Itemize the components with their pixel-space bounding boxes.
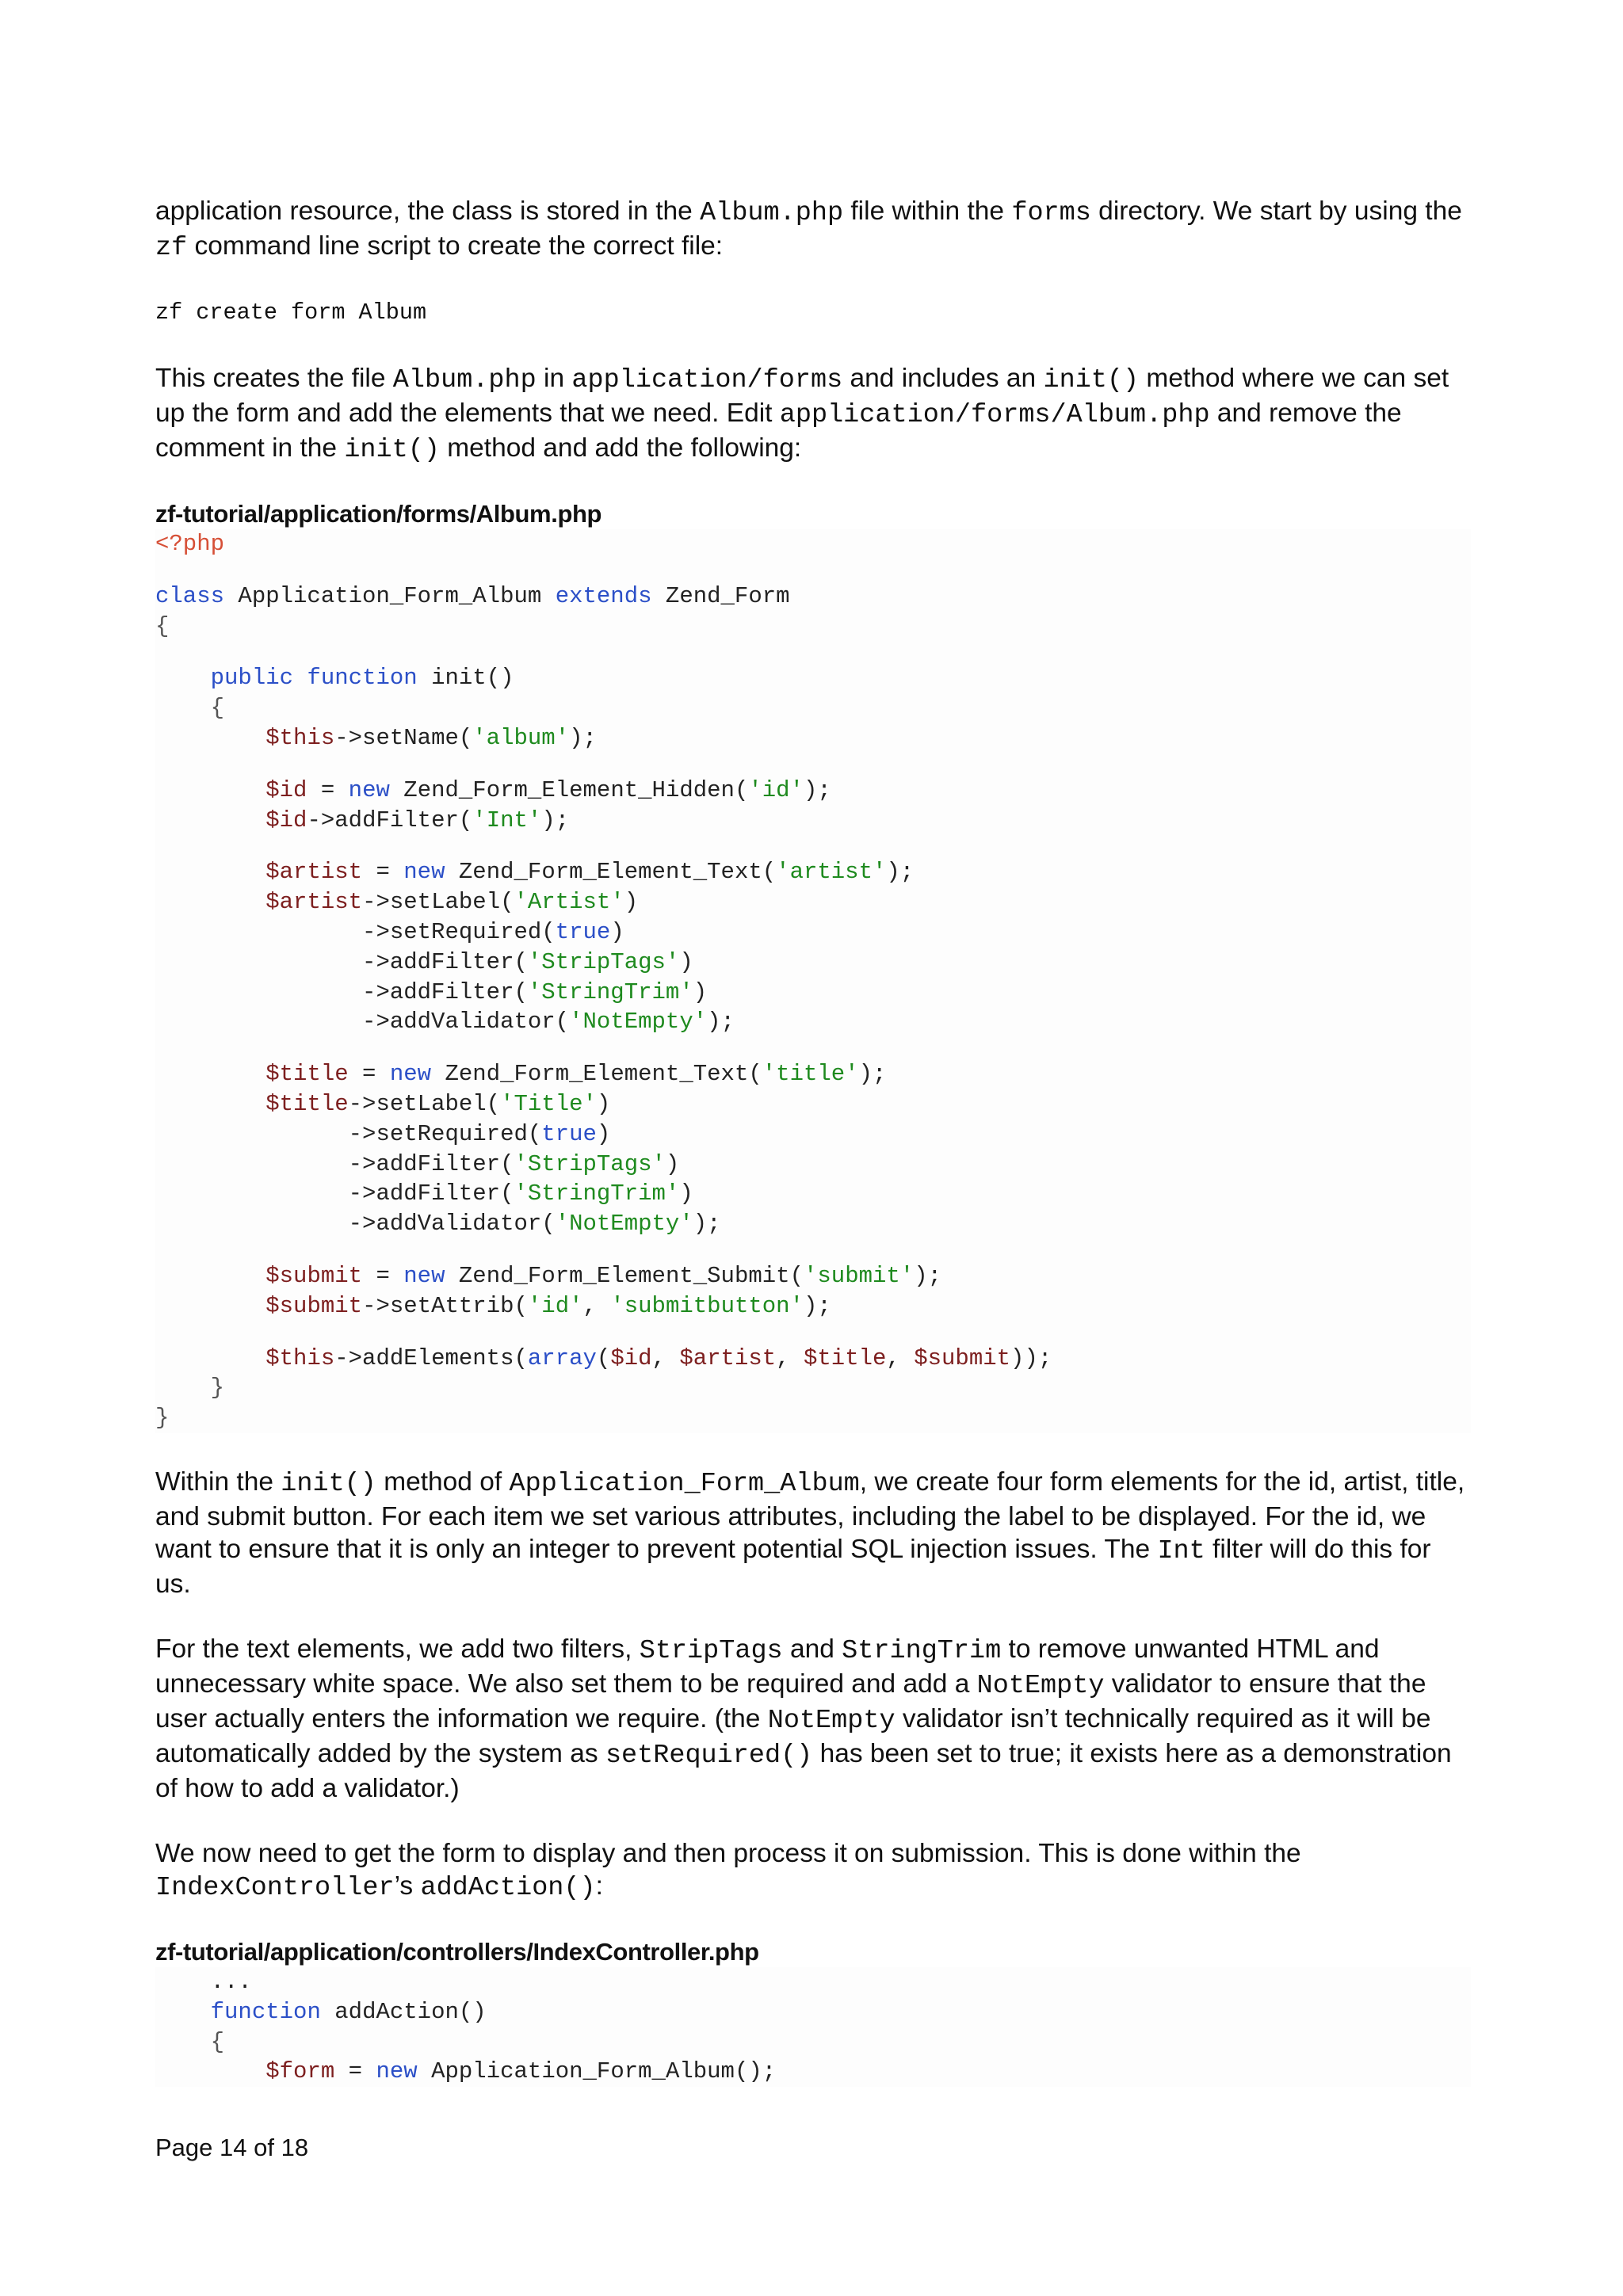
code-token-default <box>155 665 211 691</box>
code-token-string: 'id' <box>527 1292 583 1319</box>
text-run: method of <box>376 1466 510 1497</box>
inline-code: init() <box>1043 365 1140 395</box>
paragraph-create-file <box>155 362 1471 467</box>
text-run: : <box>595 1871 603 1901</box>
code-token-default: , <box>582 1292 611 1319</box>
code-token-default: ) <box>596 1120 611 1147</box>
code-line <box>155 1373 1471 1403</box>
code-token-default: = <box>362 1262 404 1289</box>
code-token-variable: $artist <box>265 859 363 886</box>
code-token-default <box>155 1345 265 1371</box>
code-token-variable: $title <box>265 1090 349 1117</box>
code-line <box>155 1997 1471 2027</box>
text-run: in <box>536 364 572 393</box>
text-run: This creates the file <box>155 364 393 393</box>
page-number: Page 14 of 18 <box>155 2134 309 2161</box>
code-token-variable: $title <box>803 1344 887 1371</box>
code-token-default: , <box>886 1344 915 1371</box>
code-token-keyword: new <box>389 1061 432 1088</box>
code-token-default: ); <box>886 859 915 886</box>
code-token-variable: $artist <box>679 1344 777 1371</box>
code-token-default: ->setName( <box>334 724 473 751</box>
code-token-string: 'title' <box>762 1061 859 1088</box>
text-run: method and add the following: <box>439 433 802 463</box>
code-line <box>155 1261 1471 1291</box>
code-token-default <box>155 889 265 915</box>
code-token-default <box>155 1091 265 1117</box>
text-run: method where we can set up the form and add the elements that we need. Edit <box>155 364 1449 428</box>
code-token-keyword: function <box>307 665 418 692</box>
code-line <box>155 559 1471 582</box>
code-line <box>155 1967 1471 1997</box>
code-token-tag: <?php <box>155 531 225 557</box>
text-run: filter will do this for us. <box>155 1534 1431 1599</box>
code-line <box>155 1059 1471 1089</box>
code-token-default: ( <box>596 1344 611 1371</box>
code-token-string: 'NotEmpty' <box>555 1211 693 1238</box>
code-token-keyword: true <box>541 1120 597 1147</box>
code-token-default <box>155 859 265 885</box>
inline-code: zf <box>155 233 188 263</box>
code-token-default: Zend_Form_Element_Hidden( <box>389 776 749 803</box>
inline-code: Int <box>1157 1535 1205 1566</box>
code-token-default: = <box>307 776 349 803</box>
code-token-default: ->addElements( <box>334 1344 528 1371</box>
code-token-default <box>155 1061 265 1087</box>
code-token-default: ); <box>569 724 597 751</box>
code-token-default <box>155 1263 265 1289</box>
code-token-default: ) <box>693 978 708 1005</box>
inline-code: NotEmpty <box>767 1705 896 1736</box>
code-token-default: ); <box>804 776 831 803</box>
inline-code: setRequired() <box>605 1740 813 1771</box>
code-token-keyword: public <box>210 665 294 692</box>
text-run: and <box>782 1634 842 1664</box>
code-token-string: 'StringTrim' <box>514 1180 680 1207</box>
code-token-default <box>155 2058 265 2084</box>
code-token-variable: $submit <box>265 1292 363 1319</box>
code-token-default: , <box>776 1344 804 1371</box>
code-line <box>155 1037 1471 1059</box>
code-token-default: ->addFilter( <box>307 807 473 833</box>
code-token-default <box>293 665 307 691</box>
code-token-string: 'NotEmpty' <box>569 1009 708 1035</box>
code-token-default: ->setLabel( <box>362 889 514 916</box>
code-token-string: 'album' <box>472 724 570 751</box>
code-line <box>155 753 1471 776</box>
code-listing-index-controller <box>155 1967 1471 2087</box>
code-token-default: ->addValidator( <box>155 1211 556 1238</box>
code-token-string: 'Artist' <box>514 889 624 916</box>
code-token-variable: $submit <box>265 1262 363 1289</box>
code-token-default: ->setAttrib( <box>362 1292 528 1319</box>
code-token-variable: $this <box>265 1344 335 1371</box>
code-token-string: 'StringTrim' <box>527 978 693 1005</box>
inline-code: StripTags <box>639 1635 783 1666</box>
code-token-variable: $form <box>265 2058 335 2085</box>
code-token-default: Zend_Form_Element_Text( <box>445 859 777 886</box>
inline-code: application/forms <box>571 365 843 395</box>
code-token-default: ); <box>541 807 570 833</box>
code-token-default: ->addFilter( <box>155 978 528 1005</box>
text-run: Within the <box>155 1466 281 1497</box>
code-token-default: ); <box>707 1009 735 1035</box>
code-line <box>155 806 1471 836</box>
code-line <box>155 612 1471 642</box>
text-run: application resource, the class is stored in the <box>155 196 701 226</box>
code-token-default: ); <box>914 1262 942 1289</box>
code-token-default: ->setLabel( <box>348 1090 501 1117</box>
code-line <box>155 1089 1471 1119</box>
code-line <box>155 663 1471 693</box>
code-token-default: Application_Form_Album(); <box>417 2058 777 2085</box>
code-token-string: 'StripTags' <box>527 948 680 975</box>
code-token-default <box>155 2029 211 2055</box>
code-line <box>155 1291 1471 1322</box>
listing-caption-index-controller: zf-tutorial/application/controllers/IndexController.php <box>155 1937 759 1966</box>
paragraph-text-elements <box>155 1633 1471 1805</box>
inline-code: NotEmpty <box>976 1670 1105 1701</box>
code-token-string: 'artist' <box>776 859 887 886</box>
code-token-punct: { <box>155 612 170 639</box>
inline-code: application/forms/Album.php <box>779 400 1210 430</box>
paragraph-init-method <box>155 1466 1471 1600</box>
text-run: We now need to get the form to display and then process it on submission. This is done within the <box>155 1838 1301 1868</box>
inline-code: Application_Form_Album <box>509 1468 860 1499</box>
code-token-keyword: new <box>403 859 445 886</box>
text-run: to remove unwanted HTML and unnecessary white space. We also set them to be required and add a <box>155 1634 1380 1699</box>
code-token-default <box>155 1293 265 1319</box>
code-token-keyword: new <box>376 2058 418 2085</box>
code-line <box>155 1403 1471 1433</box>
code-token-default: = <box>334 2058 376 2085</box>
code-line <box>155 835 1471 857</box>
code-line <box>155 1150 1471 1180</box>
text-run: command line script to create the correct file: <box>187 231 724 261</box>
code-token-punct: } <box>155 1405 170 1432</box>
code-line <box>155 1209 1471 1239</box>
code-token-default: addAction() <box>320 1998 487 2025</box>
inline-code: addAction() <box>420 1872 596 1903</box>
code-token-variable: $artist <box>265 889 363 916</box>
code-line <box>155 948 1471 978</box>
code-token-default <box>155 695 211 721</box>
code-line <box>155 723 1471 753</box>
code-token-default: ) <box>679 948 693 975</box>
inline-code: Album.php <box>392 365 537 395</box>
code-token-string: 'Title' <box>500 1090 597 1117</box>
code-token-default: = <box>362 859 404 886</box>
inline-code: IndexController <box>155 1872 395 1903</box>
code-line <box>155 2057 1471 2087</box>
code-token-default: ... <box>155 1968 252 1995</box>
code-token-variable: $title <box>265 1061 349 1088</box>
code-line <box>155 1119 1471 1150</box>
code-token-keyword: function <box>210 1998 321 2025</box>
code-token-variable: $this <box>265 724 335 751</box>
document-page <box>155 195 1471 2119</box>
code-line <box>155 2027 1471 2058</box>
code-token-default: = <box>348 1061 390 1088</box>
text-run: validator isn’t technically required as it will be automatically added by the system as <box>155 1703 1431 1768</box>
code-line <box>155 529 1471 559</box>
command-line-snippet: zf create form Album <box>155 299 427 326</box>
code-token-default: ) <box>665 1150 680 1177</box>
code-line <box>155 693 1471 723</box>
text-run: and includes an <box>842 364 1044 393</box>
code-line <box>155 776 1471 806</box>
inline-code: init() <box>344 435 440 465</box>
text-run: validator to ensure that the user actually enters the information we require. (the <box>155 1669 1426 1733</box>
text-run: directory. We start by using the <box>1090 196 1462 226</box>
code-listing-album-form <box>155 529 1471 1433</box>
code-token-default: ->setRequired( <box>155 1120 542 1147</box>
inline-code: StringTrim <box>842 1635 1002 1666</box>
code-token-keyword: extends <box>555 582 652 609</box>
code-token-default: )); <box>1010 1344 1052 1371</box>
code-token-default: ); <box>803 1292 831 1319</box>
code-token-default: ->addFilter( <box>155 948 528 975</box>
code-token-default <box>155 1375 211 1401</box>
code-token-default: Zend_Form_Element_Text( <box>431 1061 762 1088</box>
code-line <box>155 1344 1471 1374</box>
paragraph-add-action <box>155 1837 1471 1905</box>
code-token-default: init() <box>417 665 514 692</box>
code-token-punct: { <box>210 2028 225 2055</box>
paragraph-intro <box>155 195 1471 265</box>
code-line <box>155 857 1471 887</box>
code-token-keyword: true <box>555 918 611 945</box>
code-line <box>155 1007 1471 1037</box>
code-token-default: ); <box>693 1211 721 1238</box>
code-token-string: 'Int' <box>472 807 542 833</box>
text-run: For the text elements, we add two filters, <box>155 1634 640 1664</box>
text-run: file within the <box>843 196 1012 226</box>
code-token-variable: $id <box>265 807 307 833</box>
text-run: , we create four form elements for the id, artist, title, and submit button. For each item we set various attributes, including the label to be displayed. For the id, we want to ensure that it is only an integer to prevent potential SQL injection issues. The <box>155 1466 1465 1564</box>
code-line <box>155 978 1471 1008</box>
code-token-string: 'id' <box>748 776 804 803</box>
code-line <box>155 641 1471 663</box>
code-line <box>155 1239 1471 1261</box>
code-token-default: ->addFilter( <box>155 1150 514 1177</box>
code-token-string: 'submit' <box>803 1262 915 1289</box>
code-token-default: ) <box>624 889 639 916</box>
code-token-keyword: new <box>348 776 390 803</box>
code-line <box>155 582 1471 612</box>
code-token-string: 'submitbutton' <box>610 1292 804 1319</box>
code-token-keyword: new <box>403 1262 445 1289</box>
code-line <box>155 1322 1471 1344</box>
code-token-default: Zend_Form_Element_Submit( <box>445 1262 804 1289</box>
code-token-default <box>155 807 265 833</box>
code-token-default: ->setRequired( <box>155 918 556 945</box>
code-token-default: ) <box>679 1180 693 1207</box>
text-run: and remove the comment in the <box>155 399 1402 463</box>
code-token-keyword: array <box>527 1344 597 1371</box>
code-token-variable: $submit <box>914 1344 1011 1371</box>
code-token-default <box>155 1999 211 2025</box>
inline-code: Album.php <box>700 198 844 228</box>
code-token-string: 'StripTags' <box>514 1150 666 1177</box>
code-token-default: ->addFilter( <box>155 1180 514 1207</box>
code-token-default: Application_Form_Album <box>224 582 556 609</box>
code-token-default: ) <box>610 918 624 945</box>
text-run: has been set to true; it exists here as a demonstration of how to add a validator.) <box>155 1738 1452 1803</box>
code-token-default: Zend_Form <box>651 582 790 609</box>
code-token-variable: $id <box>610 1344 652 1371</box>
code-line <box>155 917 1471 948</box>
code-token-default <box>155 725 265 751</box>
listing-caption-album-form: zf-tutorial/application/forms/Album.php <box>155 500 602 528</box>
code-token-variable: $id <box>265 776 307 803</box>
code-token-default: ); <box>858 1061 887 1088</box>
code-token-keyword: class <box>155 582 225 609</box>
code-token-punct: { <box>210 695 225 722</box>
inline-code: init() <box>281 1468 376 1499</box>
code-line <box>155 887 1471 917</box>
code-token-punct: } <box>210 1375 225 1402</box>
text-run: ’s <box>394 1871 421 1901</box>
code-line <box>155 1179 1471 1209</box>
code-token-default: , <box>651 1344 680 1371</box>
code-token-default <box>155 777 265 803</box>
code-token-default: ->addValidator( <box>155 1009 570 1035</box>
code-token-default: ) <box>596 1090 611 1117</box>
inline-code: forms <box>1011 198 1091 228</box>
